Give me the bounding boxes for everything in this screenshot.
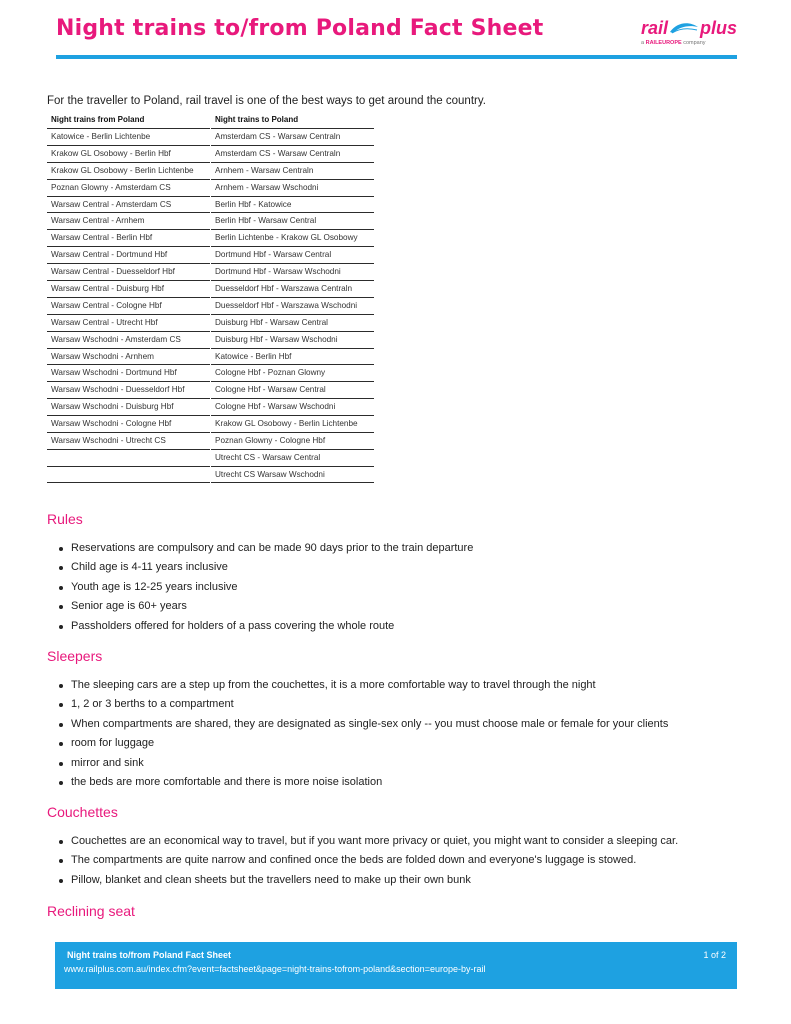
list-item: Reservations are compulsory and can be made 90 days prior to the train departure <box>47 539 747 558</box>
list-item: Youth age is 12-25 years inclusive <box>47 578 747 597</box>
table-cell-to: Katowice - Berlin Hbf <box>211 348 374 365</box>
couchettes-list <box>47 832 747 890</box>
header-divider <box>56 55 737 59</box>
table-cell-from: Warsaw Central - Dortmund Hbf <box>47 246 210 263</box>
column-header-from: Night trains from Poland <box>51 115 145 124</box>
table-cell-from: Warsaw Wschodni - Duesseldorf Hbf <box>47 381 210 398</box>
page-header <box>56 14 737 60</box>
logo-sub-suffix: company <box>683 40 706 46</box>
table-cell-to: Duisburg Hbf - Warsaw Wschodni <box>211 331 374 348</box>
table-cell-from: Warsaw Wschodni - Utrecht CS <box>47 432 210 449</box>
list-item: the beds are more comfortable and there is more noise isolation <box>47 773 747 792</box>
page-title: Night trains to/from Poland Fact Sheet <box>56 16 544 41</box>
list-item: 1, 2 or 3 berths to a compartment <box>47 695 747 714</box>
railplus-logo <box>639 18 737 50</box>
column-to-poland <box>211 111 374 483</box>
table-cell-from: Warsaw Central - Duesseldorf Hbf <box>47 263 210 280</box>
table-cell-from: Krakow GL Osobowy - Berlin Lichtenbe <box>47 162 210 179</box>
table-cell-to: Utrecht CS - Warsaw Central <box>211 449 374 466</box>
table-cell-to: Cologne Hbf - Warsaw Central <box>211 381 374 398</box>
table-cell-to: Berlin Hbf - Katowice <box>211 196 374 213</box>
column-header-to: Night trains to Poland <box>215 115 299 124</box>
table-cell-from: Warsaw Central - Amsterdam CS <box>47 196 210 213</box>
logo-word-rail: rail <box>641 18 669 38</box>
table-cell-from <box>47 449 210 466</box>
list-item: Pillow, blanket and clean sheets but the travellers need to make up their own bunk <box>47 871 747 890</box>
table-cell-to: Amsterdam CS - Warsaw Centraln <box>211 128 374 145</box>
table-cell-from: Warsaw Central - Duisburg Hbf <box>47 280 210 297</box>
list-item: When compartments are shared, they are designated as single-sex only -- you must choose male or female for your clients <box>47 715 747 734</box>
table-cell-from: Warsaw Central - Berlin Hbf <box>47 229 210 246</box>
page-footer <box>55 942 737 989</box>
logo-swoosh-icon <box>669 21 699 35</box>
list-item: room for luggage <box>47 734 747 753</box>
sleepers-list <box>47 676 747 792</box>
table-cell-to: Poznan Glowny - Cologne Hbf <box>211 432 374 449</box>
table-cell-from: Warsaw Wschodni - Dortmund Hbf <box>47 364 210 381</box>
section-heading-couchettes: Couchettes <box>47 804 118 820</box>
list-item: Passholders offered for holders of a pass covering the whole route <box>47 617 747 636</box>
table-cell-from: Poznan Glowny - Amsterdam CS <box>47 179 210 196</box>
table-cell-to: Arnhem - Warsaw Wschodni <box>211 179 374 196</box>
list-item: The sleeping cars are a step up from the couchettes, it is a more comfortable way to travel through the night <box>47 676 747 695</box>
list-item: mirror and sink <box>47 754 747 773</box>
table-cell-to: Duesseldorf Hbf - Warszawa Wschodni <box>211 297 374 314</box>
footer-url: www.railplus.com.au/index.cfm?event=factsheet&page=night-trains-tofrom-poland&section=europe-by-rail <box>64 964 486 974</box>
logo-sub-prefix: a <box>641 40 645 46</box>
table-cell-to: Duisburg Hbf - Warsaw Central <box>211 314 374 331</box>
section-heading-sleepers: Sleepers <box>47 648 103 664</box>
table-cell-to: Dortmund Hbf - Warsaw Central <box>211 246 374 263</box>
table-cell-to: Utrecht CS Warsaw Wschodni <box>211 466 374 483</box>
table-cell-from: Warsaw Wschodni - Duisburg Hbf <box>47 398 210 415</box>
logo-subtitle <box>641 40 706 46</box>
table-cell-from: Warsaw Wschodni - Arnhem <box>47 348 210 365</box>
table-cell-to: Cologne Hbf - Warsaw Wschodni <box>211 398 374 415</box>
logo-word-plus: plus <box>700 18 738 38</box>
table-cell-from: Warsaw Central - Utrecht Hbf <box>47 314 210 331</box>
section-heading-reclining-seat: Reclining seat <box>47 903 135 919</box>
list-item: The compartments are quite narrow and confined once the beds are folded down and everyone's luggage is stowed. <box>47 851 747 870</box>
rules-list <box>47 539 747 636</box>
list-item: Couchettes are an economical way to travel, but if you want more privacy or quiet, you might want to consider a sleeping car. <box>47 832 747 851</box>
table-cell-to: Dortmund Hbf - Warsaw Wschodni <box>211 263 374 280</box>
section-heading-rules: Rules <box>47 511 83 527</box>
table-cell-to: Arnhem - Warsaw Centraln <box>211 162 374 179</box>
table-cell-to: Krakow GL Osobowy - Berlin Lichtenbe <box>211 415 374 432</box>
table-cell-from: Katowice - Berlin Lichtenbe <box>47 128 210 145</box>
list-item: Child age is 4-11 years inclusive <box>47 558 747 577</box>
table-cell-to: Berlin Lichtenbe - Krakow GL Osobowy <box>211 229 374 246</box>
list-item: Senior age is 60+ years <box>47 597 747 616</box>
table-cell-from <box>47 466 210 483</box>
table-cell-to: Duesseldorf Hbf - Warszawa Centraln <box>211 280 374 297</box>
table-cell-from: Warsaw Wschodni - Cologne Hbf <box>47 415 210 432</box>
intro-text: For the traveller to Poland, rail travel is one of the best ways to get around the country. <box>47 95 486 107</box>
footer-title: Night trains to/from Poland Fact Sheet <box>67 950 232 960</box>
table-cell-to: Berlin Hbf - Warsaw Central <box>211 212 374 229</box>
table-cell-from: Warsaw Wschodni - Amsterdam CS <box>47 331 210 348</box>
table-cell-to: Amsterdam CS - Warsaw Centraln <box>211 145 374 162</box>
table-cell-from: Warsaw Central - Arnhem <box>47 212 210 229</box>
table-cell-to: Cologne Hbf - Poznan Glowny <box>211 364 374 381</box>
column-from-poland <box>47 111 210 483</box>
table-cell-from: Warsaw Central - Cologne Hbf <box>47 297 210 314</box>
logo-sub-brand: RAILEUROPE <box>645 40 682 46</box>
table-cell-from: Krakow GL Osobowy - Berlin Hbf <box>47 145 210 162</box>
page-number: 1 of 2 <box>703 950 726 960</box>
